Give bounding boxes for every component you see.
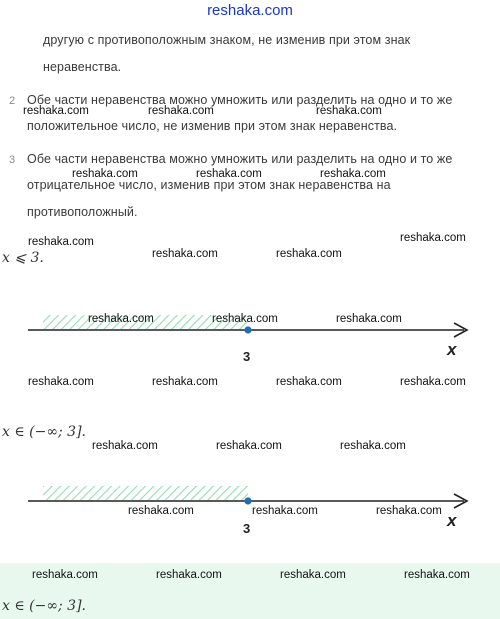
watermark: reshaka.com	[23, 105, 89, 117]
watermark: reshaka.com	[252, 505, 318, 517]
watermark: reshaka.com	[88, 313, 154, 325]
axis-point-label-1: 3	[243, 349, 251, 364]
watermark: reshaka.com	[404, 569, 470, 581]
rule2-text-line1: Обе части неравенства можно умножить или разделить на одно и то же	[27, 93, 453, 107]
rule1-text-line2: неравенства.	[43, 60, 122, 74]
site-header-link[interactable]: reshaka.com	[207, 2, 293, 19]
watermark: reshaka.com	[280, 569, 346, 581]
watermark: reshaka.com	[216, 440, 282, 452]
watermark: reshaka.com	[148, 105, 214, 117]
watermark: reshaka.com	[336, 313, 402, 325]
watermark: reshaka.com	[72, 168, 138, 180]
watermark: reshaka.com	[212, 313, 278, 325]
axis-point-1	[244, 326, 251, 333]
watermark: reshaka.com	[400, 232, 466, 244]
watermark: reshaka.com	[152, 376, 218, 388]
solution-answer: x ∈ (−∞; 3].	[2, 598, 86, 614]
watermark: reshaka.com	[92, 440, 158, 452]
watermark: reshaka.com	[400, 376, 466, 388]
watermark: reshaka.com	[316, 105, 382, 117]
axis-x-label-1: x	[447, 340, 457, 359]
watermark: reshaka.com	[128, 505, 194, 517]
watermark: reshaka.com	[276, 376, 342, 388]
watermark: reshaka.com	[156, 569, 222, 581]
watermark: reshaka.com	[320, 168, 386, 180]
rule2-number: 2	[9, 95, 16, 107]
watermark: reshaka.com	[376, 505, 442, 517]
axis-x-label-2: x	[447, 511, 457, 530]
rule1-text-line1: другую с противоположным знаком, не изменив при этом знак	[43, 33, 411, 47]
watermark: reshaka.com	[196, 168, 262, 180]
watermark: reshaka.com	[28, 376, 94, 388]
rule3-text-line1: Обе части неравенства можно умножить или разделить на одно и то же	[27, 152, 453, 166]
watermark: reshaka.com	[28, 236, 94, 248]
watermark: reshaka.com	[276, 248, 342, 260]
hatch-region-2	[43, 486, 248, 500]
rule3-text-line3: противоположный.	[27, 205, 138, 219]
axis-point-2	[244, 497, 251, 504]
rule3-number: 3	[9, 154, 16, 166]
solution-interval-1: x ∈ (−∞; 3].	[2, 424, 86, 440]
watermark: reshaka.com	[340, 440, 406, 452]
watermark: reshaka.com	[32, 569, 98, 581]
solution-inequality: x ⩽ 3.	[2, 250, 44, 266]
watermark: reshaka.com	[152, 248, 218, 260]
rule3-text-line2: отрицательное число, изменив при этом знак неравенства на	[27, 178, 391, 192]
axis-point-label-2: 3	[243, 521, 251, 536]
rule2-text-line2: положительное число, не изменив при этом знак неравенства.	[27, 119, 398, 133]
